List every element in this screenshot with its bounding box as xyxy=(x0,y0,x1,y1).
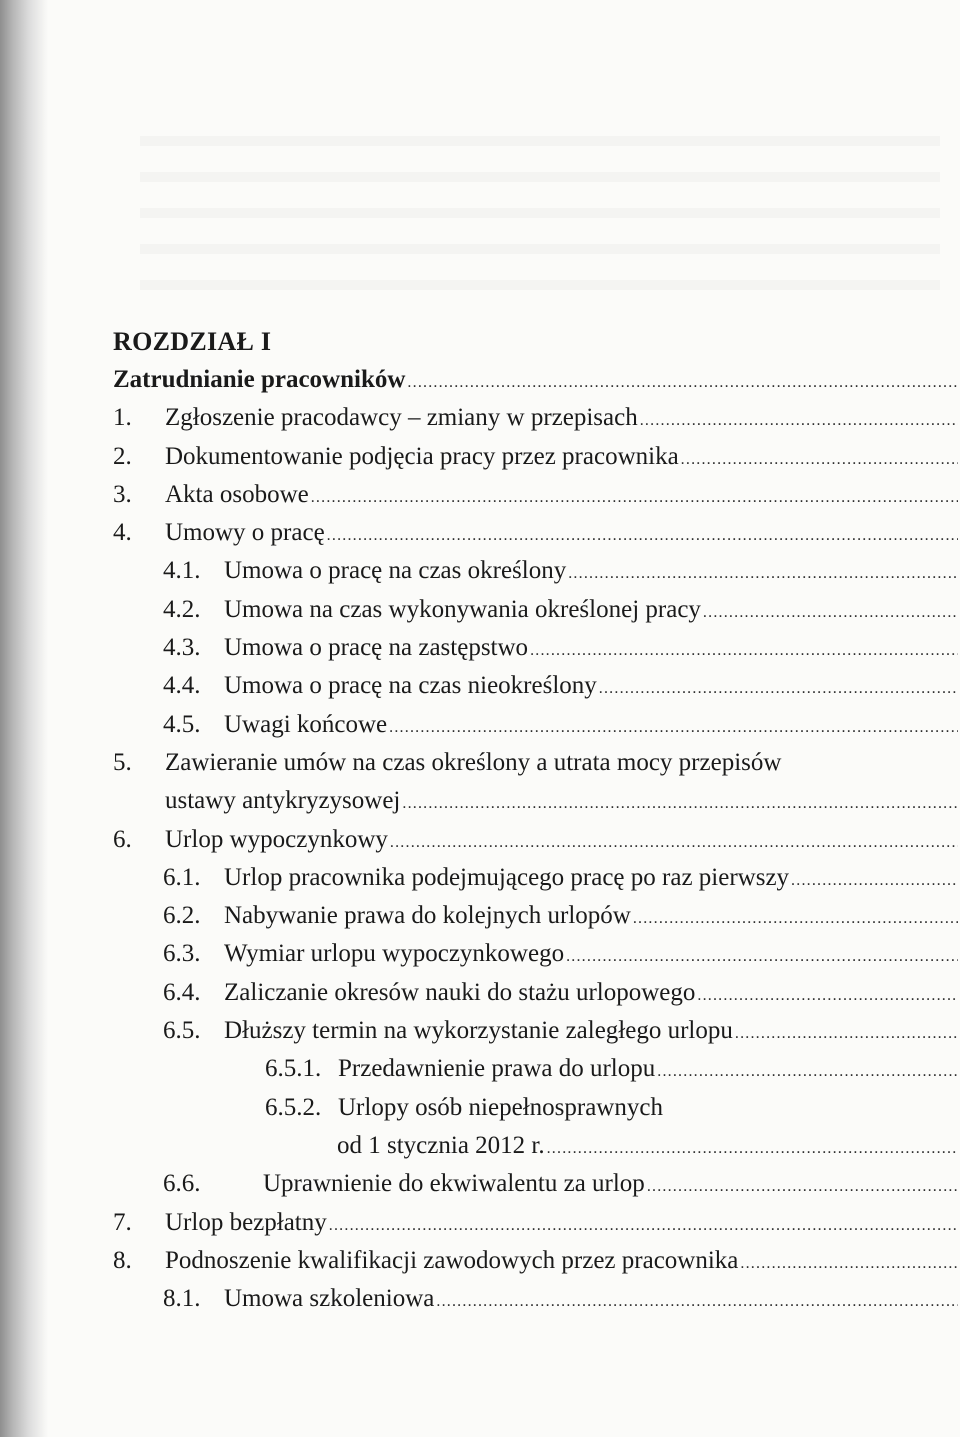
toc-entry xyxy=(113,514,958,552)
dot-leader xyxy=(436,1283,958,1318)
toc-subentry xyxy=(113,974,958,1012)
dot-leader xyxy=(703,594,958,629)
chapter-label: ROZDZIAŁ I xyxy=(113,327,272,356)
toc-entry-title: Umowy o pracę xyxy=(165,514,327,552)
toc-entry-title: Umowa o pracę na czas określony xyxy=(224,552,568,590)
toc-entry-number: 1. xyxy=(113,404,132,432)
toc-entry-number: 6.5.1. xyxy=(265,1055,322,1083)
toc-entry-title: ustawy antykryzysowej xyxy=(165,782,402,820)
toc-entry-continuation xyxy=(113,1127,958,1165)
toc-subsubentry xyxy=(113,1050,958,1088)
toc-entry-title: Umowa o pracę na zastępstwo xyxy=(224,629,530,667)
toc-entry-title: Umowa na czas wykonywania określonej pracy xyxy=(224,591,703,629)
dot-leader xyxy=(599,670,958,705)
toc-entry-title: Uwagi końcowe xyxy=(224,706,389,744)
toc-entry-title: Zgłoszenie pracodawcy – zmiany w przepisach xyxy=(165,399,640,437)
toc-subentry xyxy=(113,859,958,897)
table-of-contents xyxy=(113,323,958,1318)
toc-entry xyxy=(113,438,958,476)
toc-subentry xyxy=(113,629,958,667)
page-show-through xyxy=(140,110,940,290)
toc-entry-title: Urlop bezpłatny xyxy=(165,1204,329,1242)
toc-entry-title: Urlopy osób niepełnosprawnych xyxy=(338,1089,665,1127)
toc-entry-number: 6.5. xyxy=(163,1017,201,1045)
toc-entry xyxy=(113,744,958,782)
dot-leader xyxy=(547,1130,958,1165)
toc-entry-number: 7. xyxy=(113,1208,132,1236)
toc-entry-number: 6.2. xyxy=(163,902,201,930)
toc-subsubentry xyxy=(113,1089,958,1127)
toc-entry-number: 2. xyxy=(113,442,132,470)
toc-subentry xyxy=(113,1012,958,1050)
dot-leader xyxy=(681,441,958,476)
toc-entry-number: 6.1. xyxy=(163,863,201,891)
toc-entry-number: 6.6. xyxy=(163,1170,201,1198)
toc-entry-number: 6.5.2. xyxy=(265,1093,322,1121)
page-binding-shadow xyxy=(0,0,48,1437)
toc-entry-title: Podnoszenie kwalifikacji zawodowych przez pracownika xyxy=(165,1242,740,1280)
toc-entry-number: 8.1. xyxy=(163,1285,201,1313)
toc-entry-title: Wymiar urlopu wypoczynkowego xyxy=(224,935,566,973)
dot-leader xyxy=(390,824,958,859)
dot-leader xyxy=(566,938,958,973)
toc-entry-title: Zawieranie umów na czas określony a utrata mocy przepisów xyxy=(165,744,783,782)
toc-entry-title: Uprawnienie do ekwiwalentu za urlop xyxy=(263,1165,647,1203)
dot-leader xyxy=(327,517,958,552)
dot-leader xyxy=(640,402,958,437)
toc-entry-number: 4.4. xyxy=(163,672,201,700)
toc-subentry xyxy=(113,1165,958,1203)
toc-subentry xyxy=(113,667,958,705)
toc-entry-title: Nabywanie prawa do kolejnych urlopów xyxy=(224,897,633,935)
toc-subentry xyxy=(113,591,958,629)
toc-entry-number: 3. xyxy=(113,480,132,508)
dot-leader xyxy=(740,1245,958,1280)
dot-leader xyxy=(407,364,958,399)
dot-leader xyxy=(791,862,958,897)
toc-entry-title: Dłuższy termin na wykorzystanie zaległego urlopu xyxy=(224,1012,735,1050)
toc-entry-title: Przedawnienie prawa do urlopu xyxy=(338,1050,657,1088)
toc-entry-title: Umowa o pracę na czas nieokreślony xyxy=(224,667,599,705)
toc-subentry xyxy=(113,1280,958,1318)
toc-entry-title: Urlop pracownika podejmującego pracę po raz pierwszy xyxy=(224,859,791,897)
toc-entry xyxy=(113,1242,958,1280)
toc-subentry xyxy=(113,706,958,744)
dot-leader xyxy=(402,785,958,820)
dot-leader xyxy=(389,709,958,744)
toc-subentry xyxy=(113,897,958,935)
toc-subentry xyxy=(113,552,958,590)
dot-leader xyxy=(568,555,958,590)
toc-entry-number: 8. xyxy=(113,1246,132,1274)
toc-entry-chapter-title xyxy=(113,361,958,399)
toc-entry-title: Dokumentowanie podjęcia pracy przez pracownika xyxy=(165,438,681,476)
toc-entry-number: 4. xyxy=(113,519,132,547)
dot-leader xyxy=(329,1207,958,1242)
dot-leader xyxy=(657,1053,958,1088)
toc-entry xyxy=(113,1204,958,1242)
toc-entry-number: 4.5. xyxy=(163,710,201,738)
toc-entry xyxy=(113,399,958,437)
chapter-title: Zatrudnianie pracowników xyxy=(113,361,407,399)
toc-entry-number: 4.2. xyxy=(163,595,201,623)
dot-leader xyxy=(735,1015,958,1050)
toc-entry-number: 6. xyxy=(113,825,132,853)
toc-entry xyxy=(113,476,958,514)
toc-entry-title: od 1 stycznia 2012 r. xyxy=(337,1127,547,1165)
toc-entry-title: Zaliczanie okresów nauki do stażu urlopowego xyxy=(224,974,697,1012)
toc-entry-title: Urlop wypoczynkowy xyxy=(165,821,390,859)
toc-subentry xyxy=(113,935,958,973)
toc-entry xyxy=(113,821,958,859)
toc-entry-title: Akta osobowe xyxy=(165,476,311,514)
toc-entry-number: 6.3. xyxy=(163,940,201,968)
toc-entry-number: 4.3. xyxy=(163,634,201,662)
dot-leader xyxy=(647,1168,958,1203)
toc-entry-number: 6.4. xyxy=(163,978,201,1006)
dot-leader xyxy=(633,900,958,935)
dot-leader xyxy=(697,977,958,1012)
dot-leader xyxy=(311,479,958,514)
toc-entry-continuation xyxy=(113,782,958,820)
toc-entry-number: 5. xyxy=(113,748,132,776)
toc-entry-number: 4.1. xyxy=(163,557,201,585)
dot-leader xyxy=(530,632,958,667)
toc-entry-title: Umowa szkoleniowa xyxy=(224,1280,436,1318)
